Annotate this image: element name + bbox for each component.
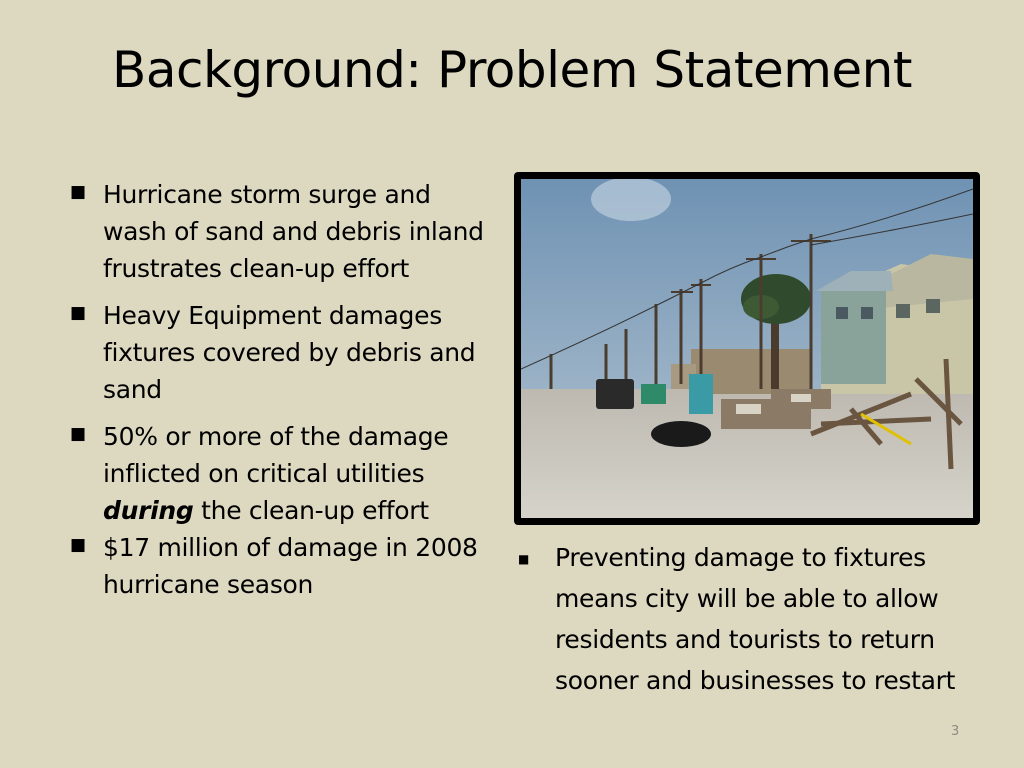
bullet-text: Hurricane storm surge and wash of sand and debris inland frustrates clean-up effort xyxy=(103,180,484,283)
bullet-text: Heavy Equipment damages fixtures covered by debris and sand xyxy=(103,301,476,404)
left-bullet-list xyxy=(68,176,488,603)
slide-title: Background: Problem Statement xyxy=(112,41,912,99)
bullet-text-before: 50% or more of the damage inflicted on critical utilities xyxy=(103,422,449,488)
square-bullet-icon: ■ xyxy=(70,424,86,444)
bullet-text: $17 million of damage in 2008 hurricane season xyxy=(103,533,478,599)
bullet-damage-cost xyxy=(68,529,488,603)
square-bullet-icon: ■ xyxy=(70,303,86,323)
hurricane-damage-photo xyxy=(514,172,980,525)
bullet-damage-percentage xyxy=(68,418,488,529)
bullet-storm-surge xyxy=(68,176,488,287)
page-number: 3 xyxy=(951,724,960,739)
photo-illustration xyxy=(521,179,973,518)
square-bullet-icon: ■ xyxy=(518,552,530,566)
square-bullet-icon: ■ xyxy=(70,535,86,555)
bullet-text-after: the clean-up effort xyxy=(193,496,429,525)
bullet-emphasis: during xyxy=(103,496,194,525)
bullet-preventing-damage xyxy=(518,537,988,701)
bullet-text: Preventing damage to fixtures means city will be able to allow residents and tourists to return sooner and businesses to restart xyxy=(555,543,956,695)
right-bullet-list xyxy=(518,537,988,701)
bullet-heavy-equipment xyxy=(68,297,488,408)
square-bullet-icon: ■ xyxy=(70,182,86,202)
